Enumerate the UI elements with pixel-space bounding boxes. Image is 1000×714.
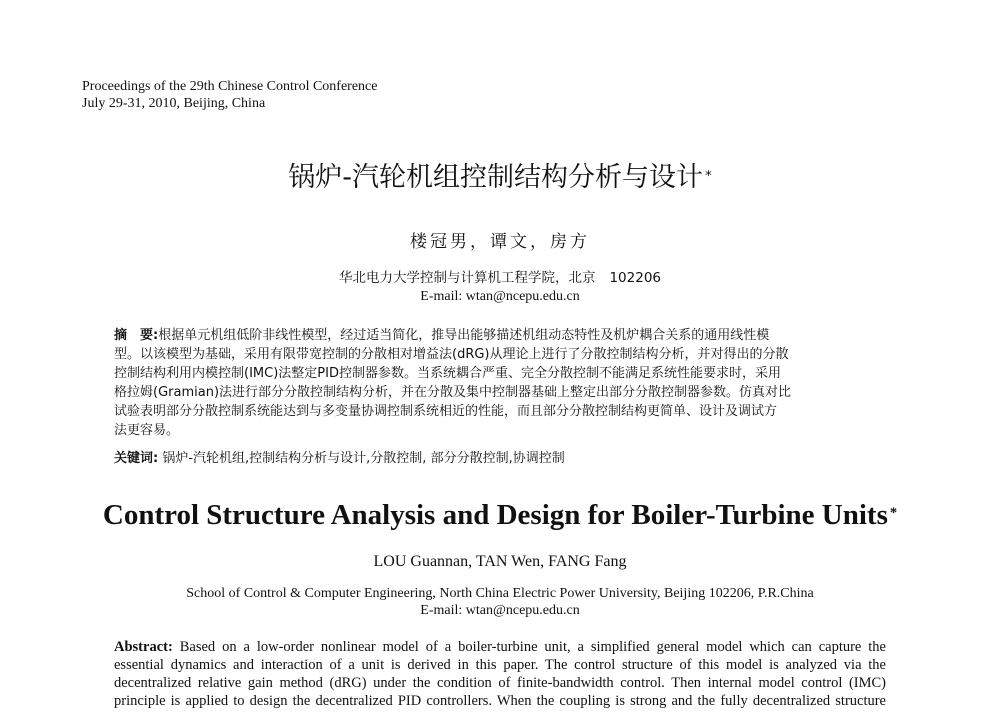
english-affiliation: School of Control & Computer Engineering, North China Electric Power University, Beijing 102206, P.R.China xyxy=(186,586,814,601)
chinese-keywords-label: 关键词: xyxy=(114,451,159,466)
chinese-abstract-line: 格拉姆(Gramian)法进行部分分散控制结构分析，并在分散及集中控制器基础上整定出部分分散控制器参数。仿真对比 xyxy=(114,385,792,400)
chinese-abstract xyxy=(114,326,886,440)
english-abstract-text: Based on a low-order nonlinear model of a boiler-turbine unit, a simplified general model which can capture the xyxy=(179,639,886,655)
english-abstract-label: Abstract: xyxy=(114,639,173,655)
chinese-abstract-text: 根据单元机组低阶非线性模型，经过适当简化，推导出能够描述机组动态特性及机炉耦合关系的通用线性模 xyxy=(158,328,770,343)
chinese-abstract-line: 试验表明部分分散控制系统能达到与多变量协调控制系统相近的性能，而且部分分散控制结构更简单、设计及调试方 xyxy=(114,404,778,419)
chinese-email: E-mail: wtan@ncepu.edu.cn xyxy=(420,289,580,304)
english-abstract-line: decentralized relative gain method (dRG) under the condition of finite-bandwidth control. Then internal model control (IMC) xyxy=(114,675,886,691)
chinese-affiliation xyxy=(0,268,1000,288)
chinese-title xyxy=(0,160,1000,196)
english-abstract xyxy=(114,638,886,710)
english-abstract-line: principle is applied to design the decentralized PID controllers. When the coupling is strong and the fully decentralized structure xyxy=(114,693,886,709)
chinese-keywords xyxy=(114,449,886,468)
english-email: E-mail: wtan@ncepu.edu.cn xyxy=(420,603,580,618)
chinese-title-footnote-mark: * xyxy=(705,168,712,184)
chinese-authors: 楼冠男，谭文，房方 xyxy=(410,232,590,252)
english-title-text: Control Structure Analysis and Design for Boiler-Turbine Units xyxy=(102,499,888,531)
chinese-abstract-line: 型。以该模型为基础，采用有限带宽控制的分散相对增益法(dRG)从理论上进行了分散控制结构分析，并对得出的分散 xyxy=(114,347,789,362)
english-authors: LOU Guannan, TAN Wen, FANG Fang xyxy=(373,553,627,570)
chinese-abstract-line xyxy=(114,326,886,345)
english-title xyxy=(0,496,1000,534)
chinese-keywords-text: 锅炉-汽轮机组,控制结构分析与设计,分散控制, 部分分散控制,协调控制 xyxy=(162,451,565,466)
chinese-abstract-line: 法更容易。 xyxy=(114,423,180,438)
chinese-abstract-label: 摘 要: xyxy=(114,328,159,343)
chinese-abstract-line: 控制结构利用内模控制(IMC)法整定PID控制器参数。当系统耦合严重、完全分散控制不能满足系统性能要求时，采用 xyxy=(114,366,781,381)
english-title-footnote-mark: * xyxy=(889,505,898,521)
english-abstract-line: essential dynamics and interaction of a unit is derived in this paper. The control structure of this model is analyzed via the xyxy=(114,657,886,673)
english-abstract-line xyxy=(114,638,886,656)
chinese-affiliation-zip: 102206 xyxy=(609,270,662,286)
proceedings-name: Proceedings of the 29th Chinese Control Conference xyxy=(82,79,378,94)
conference-dates: July 29-31, 2010, Beijing, China xyxy=(82,96,266,111)
proceedings-header xyxy=(82,78,377,112)
chinese-affiliation-text: 华北电力大学控制与计算机工程学院，北京 xyxy=(338,270,596,286)
chinese-title-text: 锅炉-汽轮机组控制结构分析与设计 xyxy=(288,162,703,193)
